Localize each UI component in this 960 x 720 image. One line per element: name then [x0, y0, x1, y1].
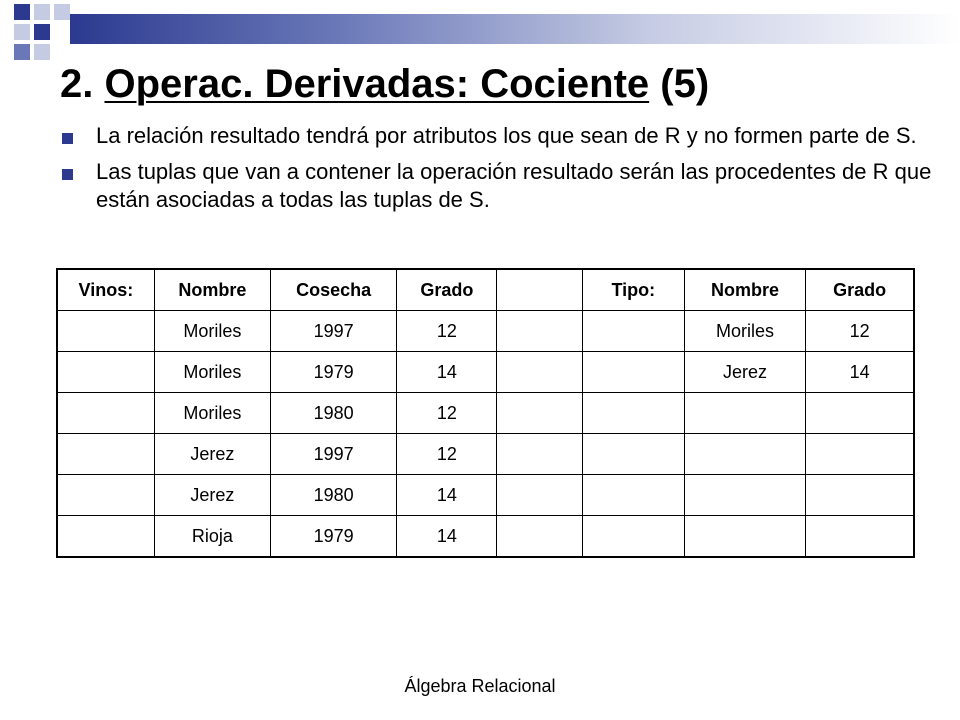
bullet-item: [60, 158, 940, 214]
slide-title: [60, 58, 709, 110]
table-cell: 1979: [270, 352, 396, 393]
table-cell: 14: [397, 475, 497, 516]
table-cell: [684, 475, 805, 516]
table-cell: [582, 475, 684, 516]
table-row: [57, 434, 914, 475]
table-cell: Moriles: [154, 311, 270, 352]
title-suffix: (5): [660, 62, 710, 106]
slide-footer: Álgebra Relacional: [404, 676, 556, 696]
table-cell: 1980: [270, 475, 396, 516]
bullet-text: La relación resultado tendrá por atributos los que sean de R y no formen parte de S.: [96, 123, 917, 148]
table-cell: 1997: [270, 311, 396, 352]
header-cell: Nombre: [684, 269, 805, 311]
table-cell: Moriles: [154, 352, 270, 393]
table-row: [57, 393, 914, 434]
table-row: [57, 352, 914, 393]
header-cell: Nombre: [154, 269, 270, 311]
table-cell: [57, 393, 154, 434]
table-cell: 1980: [270, 393, 396, 434]
deco-square-dark: [34, 24, 50, 40]
table-cell: 12: [397, 393, 497, 434]
header-cell: [497, 269, 582, 311]
table-cell: [806, 516, 914, 558]
table-cell: [684, 393, 805, 434]
table-cell: [806, 393, 914, 434]
deco-square-dark: [14, 4, 30, 20]
table-cell: [497, 516, 582, 558]
header-cell: Grado: [397, 269, 497, 311]
deco-square-light: [34, 4, 50, 20]
table-cell: [57, 352, 154, 393]
deco-square-light: [34, 44, 50, 60]
header-cell: Cosecha: [270, 269, 396, 311]
table-cell: 12: [397, 311, 497, 352]
table-cell: [497, 434, 582, 475]
title-number: 2.: [60, 62, 94, 106]
header-decoration: [0, 0, 960, 60]
table-cell: [582, 352, 684, 393]
table-cell: [497, 475, 582, 516]
table-cell: [684, 434, 805, 475]
bullet-text: Las tuplas que van a contener la operación resultado serán las procedentes de R que están asociadas a todas las tuplas de S.: [96, 159, 932, 212]
table-cell: Moriles: [684, 311, 805, 352]
table-cell: 1997: [270, 434, 396, 475]
table-cell: [57, 475, 154, 516]
table-header-row: [57, 269, 914, 311]
table-cell: [582, 311, 684, 352]
table-cell: [582, 393, 684, 434]
table-cell: Jerez: [154, 475, 270, 516]
deco-square-mid: [14, 44, 30, 60]
table-cell: [806, 434, 914, 475]
table-row: [57, 475, 914, 516]
table-cell: [57, 434, 154, 475]
square-bullet-icon: [62, 169, 73, 180]
table-cell: [57, 311, 154, 352]
table-cell: Jerez: [684, 352, 805, 393]
table-cell: [582, 516, 684, 558]
table-cell: 12: [806, 311, 914, 352]
table-row: [57, 516, 914, 558]
table-cell: [57, 516, 154, 558]
table-cell: Moriles: [154, 393, 270, 434]
header-gradient-bar: [70, 14, 960, 44]
deco-square-light: [54, 4, 70, 20]
table-cell: 14: [397, 352, 497, 393]
table-cell: 14: [806, 352, 914, 393]
table-cell: [582, 434, 684, 475]
table-cell: 1979: [270, 516, 396, 558]
deco-square-mid: [14, 24, 30, 40]
title-main: Operac. Derivadas: Cociente: [104, 62, 650, 106]
table-cell: 12: [397, 434, 497, 475]
table-row: [57, 311, 914, 352]
table-cell: [497, 393, 582, 434]
header-cell: Tipo:: [582, 269, 684, 311]
relations-table: [56, 268, 915, 558]
bullet-item: [60, 122, 940, 150]
table-cell: [497, 352, 582, 393]
table-cell: 14: [397, 516, 497, 558]
table-cell: [497, 311, 582, 352]
table-cell: [684, 516, 805, 558]
header-cell: Vinos:: [57, 269, 154, 311]
table-cell: [806, 475, 914, 516]
square-bullet-icon: [62, 133, 73, 144]
table-cell: Rioja: [154, 516, 270, 558]
table-cell: Jerez: [154, 434, 270, 475]
header-cell: Grado: [806, 269, 914, 311]
bullet-list: [60, 122, 940, 222]
